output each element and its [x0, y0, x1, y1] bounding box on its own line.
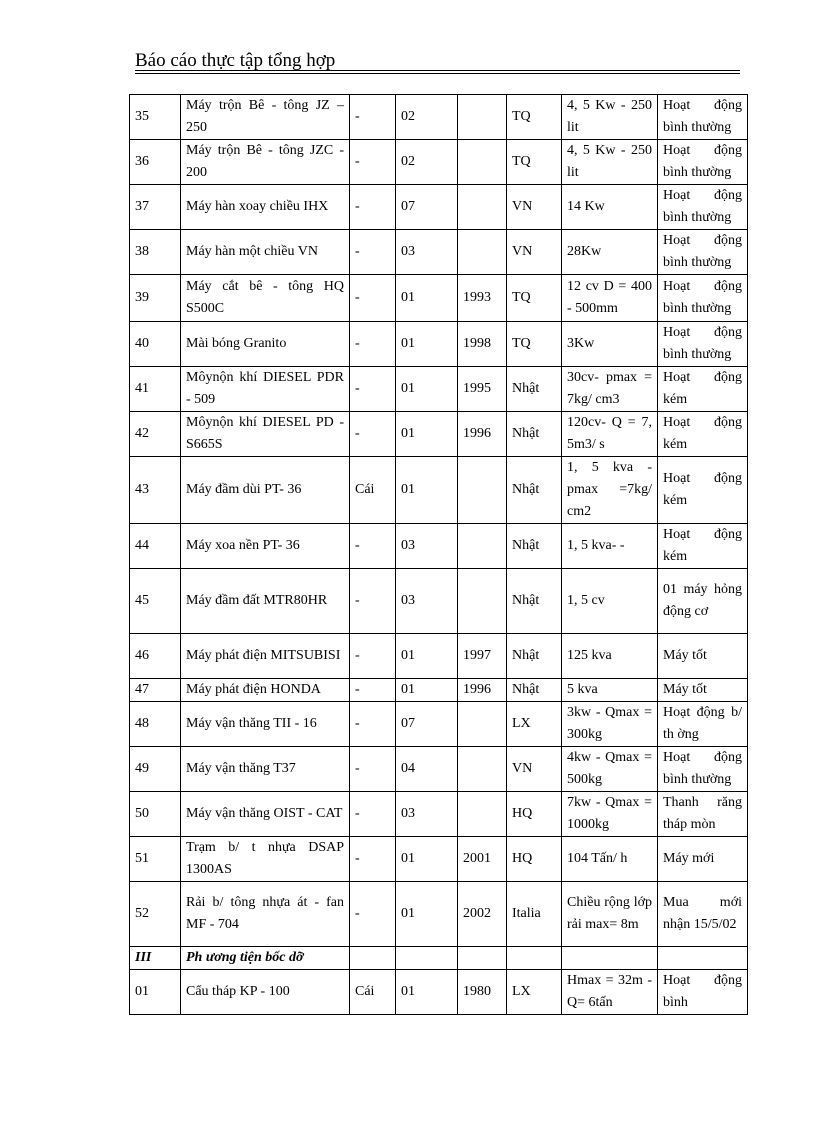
status-cell: Thanh răng tháp mòn — [658, 792, 748, 837]
row-number-cell: 51 — [130, 837, 181, 882]
origin-cell: Nhật — [507, 457, 562, 524]
unit-cell: - — [350, 524, 396, 569]
equipment-name-cell: Máy vận thăng TII - 16 — [181, 702, 350, 747]
row-number-cell: 36 — [130, 140, 181, 185]
row-number-cell: 46 — [130, 634, 181, 679]
quantity-cell: 03 — [396, 524, 458, 569]
equipment-name-cell: Máy cắt bê - tông HQ S500C — [181, 275, 350, 322]
unit-cell: - — [350, 367, 396, 412]
year-cell: 1997 — [458, 634, 507, 679]
table-row — [130, 457, 748, 524]
table-row — [130, 882, 748, 947]
quantity-cell: 07 — [396, 702, 458, 747]
origin-cell: LX — [507, 702, 562, 747]
quantity-cell: 03 — [396, 792, 458, 837]
equipment-name-cell: Máy hàn xoay chiều IHX — [181, 185, 350, 230]
year-cell — [458, 230, 507, 275]
unit-cell: - — [350, 792, 396, 837]
specification-cell: Chiều rộng lớp rải max= 8m — [562, 882, 658, 947]
status-cell: Hoạt động bình thường — [658, 140, 748, 185]
row-number-cell: 37 — [130, 185, 181, 230]
origin-cell: VN — [507, 185, 562, 230]
row-number-cell: 39 — [130, 275, 181, 322]
quantity-cell: 01 — [396, 679, 458, 702]
origin-cell: HQ — [507, 792, 562, 837]
origin-cell: TQ — [507, 95, 562, 140]
year-cell — [458, 457, 507, 524]
header-rule-bottom — [135, 73, 740, 74]
specification-cell: 30cv- pmax = 7kg/ cm3 — [562, 367, 658, 412]
table-row — [130, 230, 748, 275]
year-cell: 1996 — [458, 412, 507, 457]
table-row — [130, 970, 748, 1015]
row-number-cell: 41 — [130, 367, 181, 412]
status-cell: Máy mới — [658, 837, 748, 882]
row-number-cell: 50 — [130, 792, 181, 837]
equipment-name-cell: Máy trộn Bê - tông JZC - 200 — [181, 140, 350, 185]
unit-cell: - — [350, 837, 396, 882]
status-cell: Hoạt động kém — [658, 524, 748, 569]
row-number-cell: 48 — [130, 702, 181, 747]
unit-cell: Cái — [350, 457, 396, 524]
specification-cell: 3kw - Qmax = 300kg — [562, 702, 658, 747]
unit-cell: - — [350, 412, 396, 457]
quantity-cell: 01 — [396, 837, 458, 882]
quantity-cell: 01 — [396, 412, 458, 457]
year-cell — [458, 95, 507, 140]
unit-cell: - — [350, 95, 396, 140]
specification-cell: 1, 5 cv — [562, 569, 658, 634]
year-cell: 2002 — [458, 882, 507, 947]
equipment-name-cell: Máy đầm dùi PT- 36 — [181, 457, 350, 524]
specification-cell: 104 Tấn/ h — [562, 837, 658, 882]
table-row — [130, 569, 748, 634]
year-cell: 1980 — [458, 970, 507, 1015]
equipment-name-cell: Trạm b/ t nhựa DSAP 1300AS — [181, 837, 350, 882]
equipment-table — [129, 94, 748, 1015]
equipment-name-cell: Máy đầm đất MTR80HR — [181, 569, 350, 634]
row-number-cell: 49 — [130, 747, 181, 792]
equipment-name-cell: Máy phát điện MITSUBISI — [181, 634, 350, 679]
quantity-cell: 03 — [396, 569, 458, 634]
status-cell — [658, 947, 748, 970]
equipment-name-cell: Mài bóng Granito — [181, 322, 350, 367]
status-cell: Máy tốt — [658, 679, 748, 702]
origin-cell: TQ — [507, 275, 562, 322]
specification-cell: 4kw - Qmax = 500kg — [562, 747, 658, 792]
quantity-cell: 01 — [396, 322, 458, 367]
year-cell: 1998 — [458, 322, 507, 367]
equipment-name-cell: Máy hàn một chiều VN — [181, 230, 350, 275]
table-row — [130, 837, 748, 882]
status-cell: Máy tốt — [658, 634, 748, 679]
origin-cell: Nhật — [507, 412, 562, 457]
specification-cell: 3Kw — [562, 322, 658, 367]
equipment-name-cell: Máy phát điện HONDA — [181, 679, 350, 702]
table-row — [130, 412, 748, 457]
quantity-cell: 01 — [396, 367, 458, 412]
year-cell — [458, 569, 507, 634]
row-number-cell: 43 — [130, 457, 181, 524]
unit-cell — [350, 947, 396, 970]
unit-cell: - — [350, 230, 396, 275]
row-number-cell: 35 — [130, 95, 181, 140]
year-cell: 1993 — [458, 275, 507, 322]
quantity-cell: 01 — [396, 634, 458, 679]
section-row — [130, 947, 748, 970]
specification-cell: 28Kw — [562, 230, 658, 275]
origin-cell: Nhật — [507, 367, 562, 412]
row-number-cell: 44 — [130, 524, 181, 569]
origin-cell: HQ — [507, 837, 562, 882]
specification-cell: 12 cv D = 400 - 500mm — [562, 275, 658, 322]
unit-cell: - — [350, 679, 396, 702]
row-number-cell: 38 — [130, 230, 181, 275]
unit-cell: - — [350, 322, 396, 367]
table-row — [130, 679, 748, 702]
status-cell: Hoạt động bình thường — [658, 185, 748, 230]
table-row — [130, 792, 748, 837]
unit-cell: - — [350, 140, 396, 185]
unit-cell: - — [350, 634, 396, 679]
row-number-cell: III — [130, 947, 181, 970]
unit-cell: - — [350, 882, 396, 947]
table-row — [130, 322, 748, 367]
specification-cell: Hmax = 32m - Q= 6tấn — [562, 970, 658, 1015]
status-cell: Hoạt động bình thường — [658, 230, 748, 275]
row-number-cell: 40 — [130, 322, 181, 367]
quantity-cell: 02 — [396, 140, 458, 185]
origin-cell: VN — [507, 230, 562, 275]
header-rule-top — [135, 70, 740, 71]
specification-cell: 14 Kw — [562, 185, 658, 230]
origin-cell: Nhật — [507, 634, 562, 679]
row-number-cell: 42 — [130, 412, 181, 457]
row-number-cell: 01 — [130, 970, 181, 1015]
quantity-cell: 01 — [396, 275, 458, 322]
quantity-cell — [396, 947, 458, 970]
status-cell: Hoạt động kém — [658, 367, 748, 412]
origin-cell: LX — [507, 970, 562, 1015]
table-row — [130, 185, 748, 230]
table-row — [130, 275, 748, 322]
quantity-cell: 04 — [396, 747, 458, 792]
origin-cell: Italia — [507, 882, 562, 947]
specification-cell: 1, 5 kva - pmax =7kg/ cm2 — [562, 457, 658, 524]
year-cell — [458, 947, 507, 970]
equipment-name-cell: Rải b/ tông nhựa át - fan MF - 704 — [181, 882, 350, 947]
specification-cell: 120cv- Q = 7, 5m3/ s — [562, 412, 658, 457]
specification-cell: 1, 5 kva- - — [562, 524, 658, 569]
status-cell: 01 máy hỏng động cơ — [658, 569, 748, 634]
status-cell: Hoạt động bình thường — [658, 95, 748, 140]
origin-cell: TQ — [507, 322, 562, 367]
origin-cell: Nhật — [507, 569, 562, 634]
specification-cell: 5 kva — [562, 679, 658, 702]
table-row — [130, 95, 748, 140]
status-cell: Hoạt động b/ th ờng — [658, 702, 748, 747]
specification-cell: 4, 5 Kw - 250 lit — [562, 95, 658, 140]
status-cell: Hoạt động bình thường — [658, 322, 748, 367]
equipment-name-cell: Máy trộn Bê - tông JZ – 250 — [181, 95, 350, 140]
unit-cell: - — [350, 275, 396, 322]
origin-cell — [507, 947, 562, 970]
table-row — [130, 367, 748, 412]
quantity-cell: 02 — [396, 95, 458, 140]
equipment-name-cell: Cẩu tháp KP - 100 — [181, 970, 350, 1015]
specification-cell: 7kw - Qmax = 1000kg — [562, 792, 658, 837]
origin-cell: VN — [507, 747, 562, 792]
specification-cell: 125 kva — [562, 634, 658, 679]
origin-cell: TQ — [507, 140, 562, 185]
year-cell: 1995 — [458, 367, 507, 412]
year-cell — [458, 702, 507, 747]
unit-cell: - — [350, 185, 396, 230]
status-cell: Hoạt động bình thường — [658, 275, 748, 322]
table-row — [130, 747, 748, 792]
equipment-name-cell: Máy vận thăng OIST - CAT — [181, 792, 350, 837]
row-number-cell: 47 — [130, 679, 181, 702]
status-cell: Mua mới nhận 15/5/02 — [658, 882, 748, 947]
unit-cell: - — [350, 702, 396, 747]
status-cell: Hoạt động bình — [658, 970, 748, 1015]
quantity-cell: 01 — [396, 970, 458, 1015]
origin-cell: Nhật — [507, 679, 562, 702]
table-row — [130, 634, 748, 679]
table-row — [130, 524, 748, 569]
quantity-cell: 01 — [396, 882, 458, 947]
year-cell — [458, 185, 507, 230]
year-cell — [458, 524, 507, 569]
year-cell — [458, 747, 507, 792]
origin-cell: Nhật — [507, 524, 562, 569]
quantity-cell: 01 — [396, 457, 458, 524]
year-cell: 1996 — [458, 679, 507, 702]
year-cell — [458, 792, 507, 837]
row-number-cell: 45 — [130, 569, 181, 634]
row-number-cell: 52 — [130, 882, 181, 947]
specification-cell — [562, 947, 658, 970]
unit-cell: - — [350, 747, 396, 792]
status-cell: Hoạt động bình thường — [658, 747, 748, 792]
status-cell: Hoạt động kém — [658, 457, 748, 524]
year-cell: 2001 — [458, 837, 507, 882]
status-cell: Hoạt động kém — [658, 412, 748, 457]
equipment-name-cell: Máy xoa nền PT- 36 — [181, 524, 350, 569]
quantity-cell: 07 — [396, 185, 458, 230]
unit-cell: - — [350, 569, 396, 634]
equipment-name-cell: Môynộn khí DIESEL PDR - 509 — [181, 367, 350, 412]
table-row — [130, 140, 748, 185]
unit-cell: Cái — [350, 970, 396, 1015]
page-header-title: Báo cáo thực tập tổng hợp — [135, 50, 336, 71]
year-cell — [458, 140, 507, 185]
specification-cell: 4, 5 Kw - 250 lit — [562, 140, 658, 185]
equipment-name-cell: Ph ương tiện bốc dỡ — [181, 947, 350, 970]
quantity-cell: 03 — [396, 230, 458, 275]
equipment-name-cell: Môynộn khí DIESEL PD - S665S — [181, 412, 350, 457]
table-row — [130, 702, 748, 747]
equipment-name-cell: Máy vận thăng T37 — [181, 747, 350, 792]
